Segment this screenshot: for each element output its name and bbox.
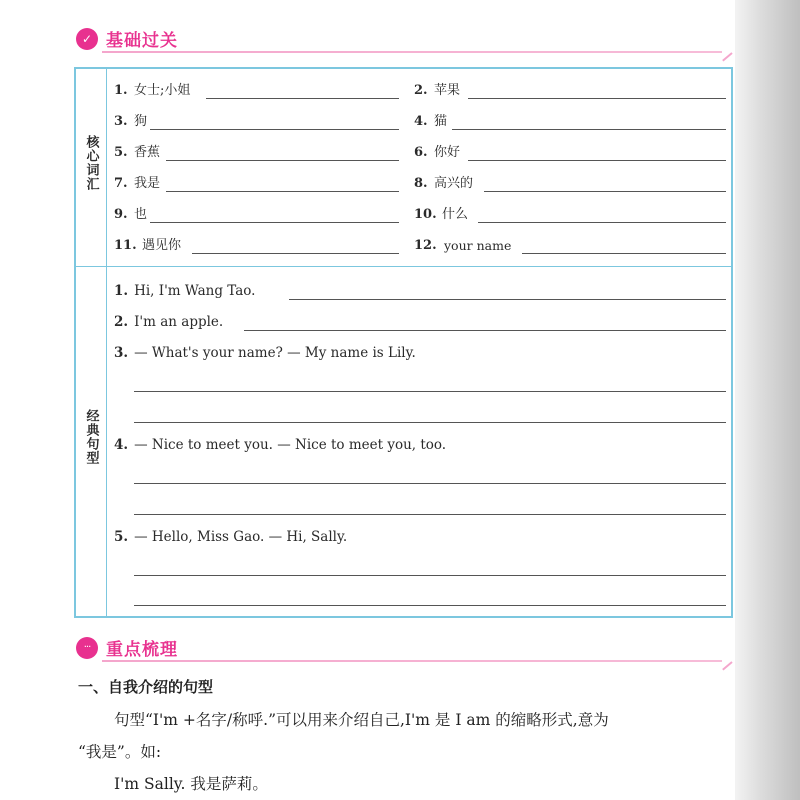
sentence-item: 4. — Nice to meet you. — Nice to meet you, too. bbox=[114, 437, 447, 453]
vocab-item: 8. 高兴的 bbox=[414, 174, 726, 194]
dots-icon: ··· bbox=[76, 637, 98, 659]
answer-line[interactable] bbox=[134, 605, 726, 606]
sentence-item: 2. I'm an apple. bbox=[114, 314, 224, 330]
section-title-key: 重点梳理 bbox=[106, 640, 178, 660]
answer-line[interactable] bbox=[134, 422, 726, 423]
vocab-item: 5. 香蕉 bbox=[114, 143, 399, 163]
vocab-item: 10. 什么 bbox=[414, 205, 726, 225]
answer-blank[interactable] bbox=[150, 129, 399, 130]
section-header-key bbox=[74, 635, 734, 665]
key-point-example: I'm Sally. 我是萨莉。 bbox=[114, 775, 268, 793]
sentence-item: 1. Hi, I'm Wang Tao. bbox=[114, 283, 256, 299]
box-divider-horizontal bbox=[76, 266, 731, 267]
vocab-item: 1. 女士;小姐 bbox=[114, 81, 399, 101]
key-point-text: 句型“I'm +名字/称呼.”可以用来介绍自己,I'm 是 I am 的缩略形式,意为 bbox=[114, 711, 609, 729]
vocab-item: 7. 我是 bbox=[114, 174, 399, 194]
vocab-item: 6. 你好 bbox=[414, 143, 726, 163]
answer-blank[interactable] bbox=[522, 253, 726, 254]
vocab-item: 11. 遇见你 bbox=[114, 236, 399, 256]
answer-blank[interactable] bbox=[468, 98, 726, 99]
answer-line[interactable] bbox=[244, 330, 726, 331]
label-vocab: 核心词汇 bbox=[83, 135, 99, 191]
check-icon: ✓ bbox=[76, 28, 98, 50]
answer-line[interactable] bbox=[134, 575, 726, 576]
answer-line[interactable] bbox=[289, 299, 726, 300]
answer-blank[interactable] bbox=[206, 98, 399, 99]
sentence-item: 5. — Hello, Miss Gao. — Hi, Sally. bbox=[114, 529, 348, 545]
vocab-item: 9. 也 bbox=[114, 205, 399, 225]
exercise-box bbox=[74, 67, 733, 618]
label-sentences: 经典句型 bbox=[83, 409, 99, 465]
answer-line[interactable] bbox=[134, 391, 726, 392]
header-rule-tick bbox=[722, 661, 732, 670]
box-divider-vertical bbox=[106, 69, 107, 616]
key-point-heading: 一、自我介绍的句型 bbox=[78, 678, 214, 696]
answer-blank[interactable] bbox=[478, 222, 726, 223]
answer-line[interactable] bbox=[134, 514, 726, 515]
vocab-item: 4. 猫 bbox=[414, 112, 726, 132]
answer-blank[interactable] bbox=[468, 160, 726, 161]
key-point-text: “我是”。如: bbox=[78, 743, 162, 761]
answer-blank[interactable] bbox=[166, 160, 399, 161]
sentence-item: 3. — What's your name? — My name is Lily. bbox=[114, 345, 416, 361]
vocab-item: 12. your name bbox=[414, 236, 726, 256]
section-header-basic bbox=[74, 26, 734, 56]
answer-blank[interactable] bbox=[150, 222, 399, 223]
header-rule-tick bbox=[722, 52, 732, 61]
answer-blank[interactable] bbox=[192, 253, 399, 254]
vocab-item: 3. 狗 bbox=[114, 112, 399, 132]
section-title-basic: 基础过关 bbox=[106, 31, 178, 51]
answer-blank[interactable] bbox=[484, 191, 726, 192]
page-edge-shadow bbox=[735, 0, 800, 800]
vocab-item: 2. 苹果 bbox=[414, 81, 726, 101]
header-rule bbox=[102, 51, 722, 53]
answer-line[interactable] bbox=[134, 483, 726, 484]
header-rule bbox=[102, 660, 722, 662]
answer-blank[interactable] bbox=[166, 191, 399, 192]
answer-blank[interactable] bbox=[452, 129, 726, 130]
